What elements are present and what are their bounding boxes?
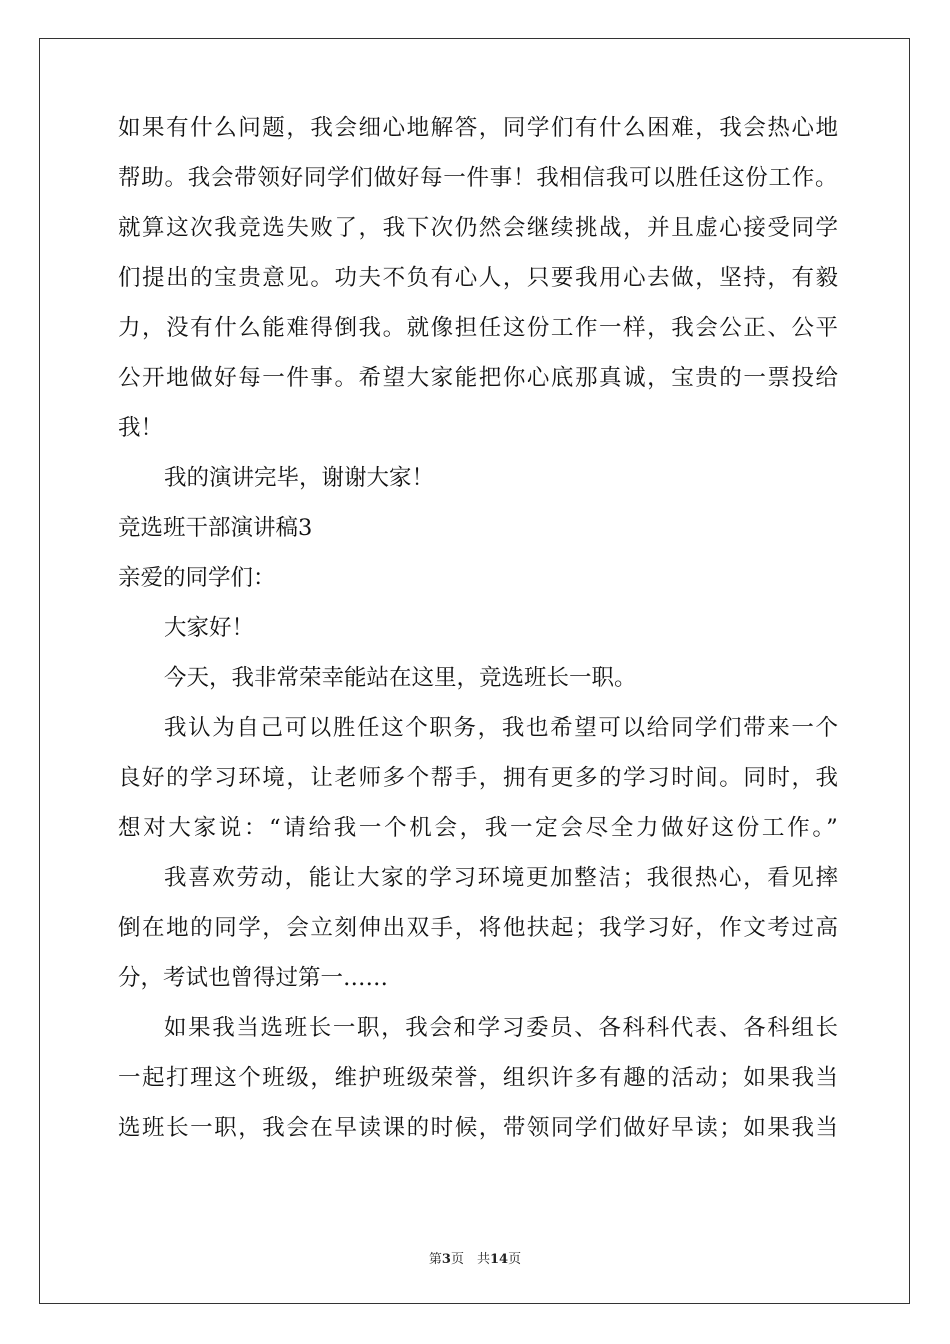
footer-suffix: 页 — [508, 1252, 522, 1267]
text-line: 就算这次我竞选失败了，我下次仍然会继续挑战，并且虚心接受同学 — [118, 215, 840, 241]
footer-current-page: 3 — [441, 1252, 451, 1267]
footer-mid: 页 共 — [450, 1252, 490, 1267]
text-line: 如果有什么问题，我会细心地解答，同学们有什么困难，我会热心地 — [118, 115, 840, 141]
text-line: 帮助。我会带领好同学们做好每一件事！我相信我可以胜任这份工作。 — [118, 165, 839, 191]
text-line: 我喜欢劳动，能让大家的学习环境更加整洁；我很热心，看见摔 — [164, 865, 840, 891]
text-line: 竞选班干部演讲稿3 — [118, 515, 313, 541]
text-line: 一起打理这个班级，维护班级荣誉，组织许多有趣的活动；如果我当 — [118, 1065, 840, 1091]
text-line: 如果我当选班长一职，我会和学习委员、各科科代表、各科组长 — [164, 1015, 840, 1041]
text-line: 公开地做好每一件事。希望大家能把你心底那真诚，宝贵的一票投给 — [118, 365, 840, 391]
footer-total-pages: 14 — [489, 1252, 509, 1267]
text-line: 我！ — [118, 415, 164, 441]
text-line: 选班长一职，我会在早读课的时候，带领同学们做好早读；如果我当 — [118, 1115, 840, 1141]
text-line: 倒在地的同学，会立刻伸出双手，将他扶起；我学习好，作文考过高 — [118, 915, 840, 941]
text-line: 亲爱的同学们： — [118, 565, 276, 591]
text-line: 我认为自己可以胜任这个职务，我也希望可以给同学们带来一个 — [164, 715, 840, 741]
text-line: 分，考试也曾得过第一…… — [118, 965, 389, 991]
footer-prefix: 第 — [428, 1252, 442, 1267]
text-line: 力，没有什么能难得倒我。就像担任这份工作一样，我会公正、公平 — [118, 315, 840, 341]
text-line: 大家好！ — [164, 615, 255, 641]
page-footer — [0, 1248, 950, 1267]
text-line: 今天，我非常荣幸能站在这里，竞选班长一职。 — [164, 665, 637, 691]
text-line: 想对大家说：“请给我一个机会，我一定会尽全力做好这份工作。” — [118, 815, 841, 841]
text-line: 我的演讲完毕，谢谢大家！ — [164, 465, 435, 491]
text-line: 良好的学习环境，让老师多个帮手，拥有更多的学习时间。同时，我 — [118, 765, 840, 791]
text-line: 们提出的宝贵意见。功夫不负有心人，只要我用心去做，坚持，有毅 — [118, 265, 840, 291]
